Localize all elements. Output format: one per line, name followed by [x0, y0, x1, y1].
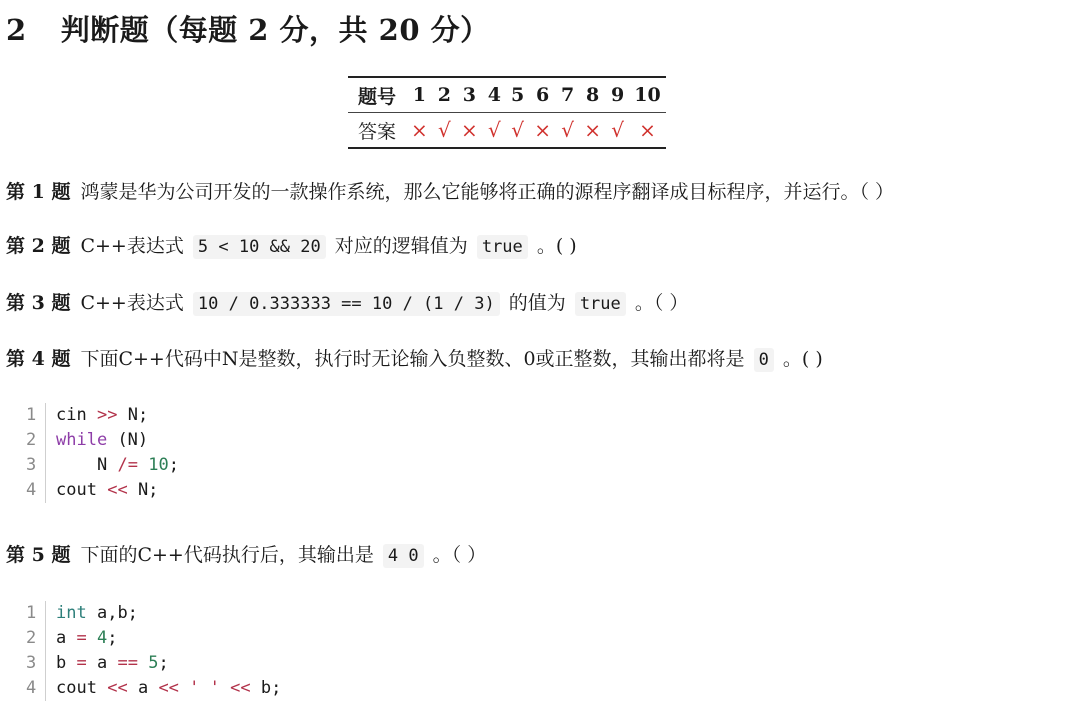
line-number: 2 [22, 626, 46, 651]
code-token: b [56, 653, 67, 673]
code-line [22, 453, 179, 478]
section-title [6, 8, 490, 49]
code-line [22, 651, 281, 676]
code-token: a [56, 628, 67, 648]
code-token: 5 [148, 653, 159, 673]
inline-code-value: 4 0 [383, 544, 424, 568]
question-text-suffix: 。（ ） [432, 544, 487, 566]
line-number: 2 [22, 428, 46, 453]
code-token: N [97, 455, 108, 475]
code-token: /= [117, 455, 138, 475]
question-1 [6, 177, 894, 204]
section-heading: 判断题（每题 2 分，共 20 分） [60, 13, 490, 47]
code-line [22, 601, 281, 626]
code-token: << [158, 678, 179, 698]
question-text-suffix: 。( ) [782, 348, 823, 370]
answer-mark-cell: × [639, 118, 656, 142]
answer-table-answer-row [348, 113, 666, 149]
answer-mark-cell: √ [561, 118, 574, 142]
code-token: 4 [97, 628, 108, 648]
answer-mark-cell: √ [611, 118, 624, 142]
code-block-q5 [22, 601, 281, 701]
line-number: 4 [22, 676, 46, 701]
code-token: = [76, 653, 87, 673]
question-number-cell: 8 [579, 77, 606, 113]
code-line [22, 403, 179, 428]
question-4 [6, 344, 823, 371]
code-token: = [76, 628, 87, 648]
answer-table [348, 76, 666, 149]
code-token: ; [107, 628, 118, 648]
code-token: == [117, 653, 138, 673]
question-5 [6, 540, 486, 567]
inline-code-expression: 5 < 10 && 20 [193, 235, 326, 259]
question-number-cell: 9 [606, 77, 629, 113]
answer-mark-cell: × [534, 118, 552, 142]
inline-code-value: true [575, 292, 626, 316]
section-number: 2 [6, 13, 27, 47]
question-label: 第 4 题 [6, 348, 71, 370]
code-token: b; [260, 678, 282, 698]
answer-mark-cell: × [411, 118, 428, 142]
question-text-middle: 的值为 [508, 292, 566, 314]
code-token: N; [137, 480, 159, 500]
row-label-answer: 答案 [358, 120, 397, 143]
question-label: 第 5 题 [6, 544, 71, 566]
code-line [22, 626, 281, 651]
code-token: cout [56, 678, 97, 698]
code-token: N; [127, 405, 149, 425]
inline-code-value: 0 [754, 348, 774, 372]
code-token: a [137, 678, 149, 698]
inline-code-expression: 10 / 0.333333 == 10 / (1 / 3) [193, 292, 500, 316]
question-2 [6, 231, 577, 258]
code-line [22, 428, 179, 453]
answer-mark-cell: × [584, 118, 602, 142]
answer-table-number-row [348, 77, 666, 113]
line-number: 3 [22, 453, 46, 478]
code-token: cin [56, 405, 87, 425]
row-label-number: 题号 [348, 77, 406, 113]
code-token: ; [168, 455, 179, 475]
code-token: while [56, 430, 108, 450]
code-token: a [97, 653, 108, 673]
question-number-cell: 10 [629, 77, 665, 113]
question-text-suffix: 。（ ） [634, 292, 689, 314]
code-token: 10 [148, 455, 169, 475]
line-number: 3 [22, 651, 46, 676]
question-number-cell: 6 [529, 77, 556, 113]
code-token: int [56, 603, 87, 623]
line-number: 1 [22, 601, 46, 626]
code-line [22, 478, 179, 503]
code-token: ; [158, 653, 169, 673]
question-number-cell: 3 [456, 77, 483, 113]
question-number-cell: 2 [433, 77, 456, 113]
question-text-prefix: C++表达式 [80, 292, 184, 314]
question-text-prefix: 下面C++代码中N是整数，执行时无论输入负整数、0或正整数，其输出都将是 [80, 348, 745, 370]
code-token: << [230, 678, 251, 698]
question-number-cell: 4 [483, 77, 506, 113]
inline-code-value: true [477, 235, 528, 259]
code-token: a,b; [96, 603, 138, 623]
code-token: cout [56, 480, 97, 500]
code-line [22, 676, 281, 701]
question-label: 第 1 题 [6, 181, 71, 203]
question-label: 第 3 题 [6, 292, 71, 314]
code-token: << [107, 480, 128, 500]
answer-mark-cell: √ [488, 118, 501, 142]
question-label: 第 2 题 [6, 235, 71, 257]
question-text-prefix: C++表达式 [80, 235, 184, 257]
question-number-cell: 1 [406, 77, 433, 113]
answer-mark-cell: √ [511, 118, 524, 142]
question-text: 鸿蒙是华为公司开发的一款操作系统，那么它能够将正确的源程序翻译成目标程序，并运行。（ ） [80, 181, 894, 203]
line-number: 4 [22, 478, 46, 503]
answer-mark-cell: × [461, 118, 478, 142]
code-token: << [107, 678, 128, 698]
answer-mark-cell: √ [438, 118, 451, 142]
line-number: 1 [22, 403, 46, 428]
code-token: >> [96, 405, 118, 425]
question-number-cell: 7 [556, 77, 579, 113]
code-block-q4 [22, 403, 179, 503]
question-text-suffix: 。( ) [536, 235, 577, 257]
question-text-middle: 对应的逻辑值为 [334, 235, 468, 257]
code-token: ' ' [189, 678, 220, 698]
question-3 [6, 288, 688, 315]
code-token: (N) [117, 430, 149, 450]
question-text-prefix: 下面的C++代码执行后，其输出是 [80, 544, 374, 566]
question-number-cell: 5 [506, 77, 529, 113]
